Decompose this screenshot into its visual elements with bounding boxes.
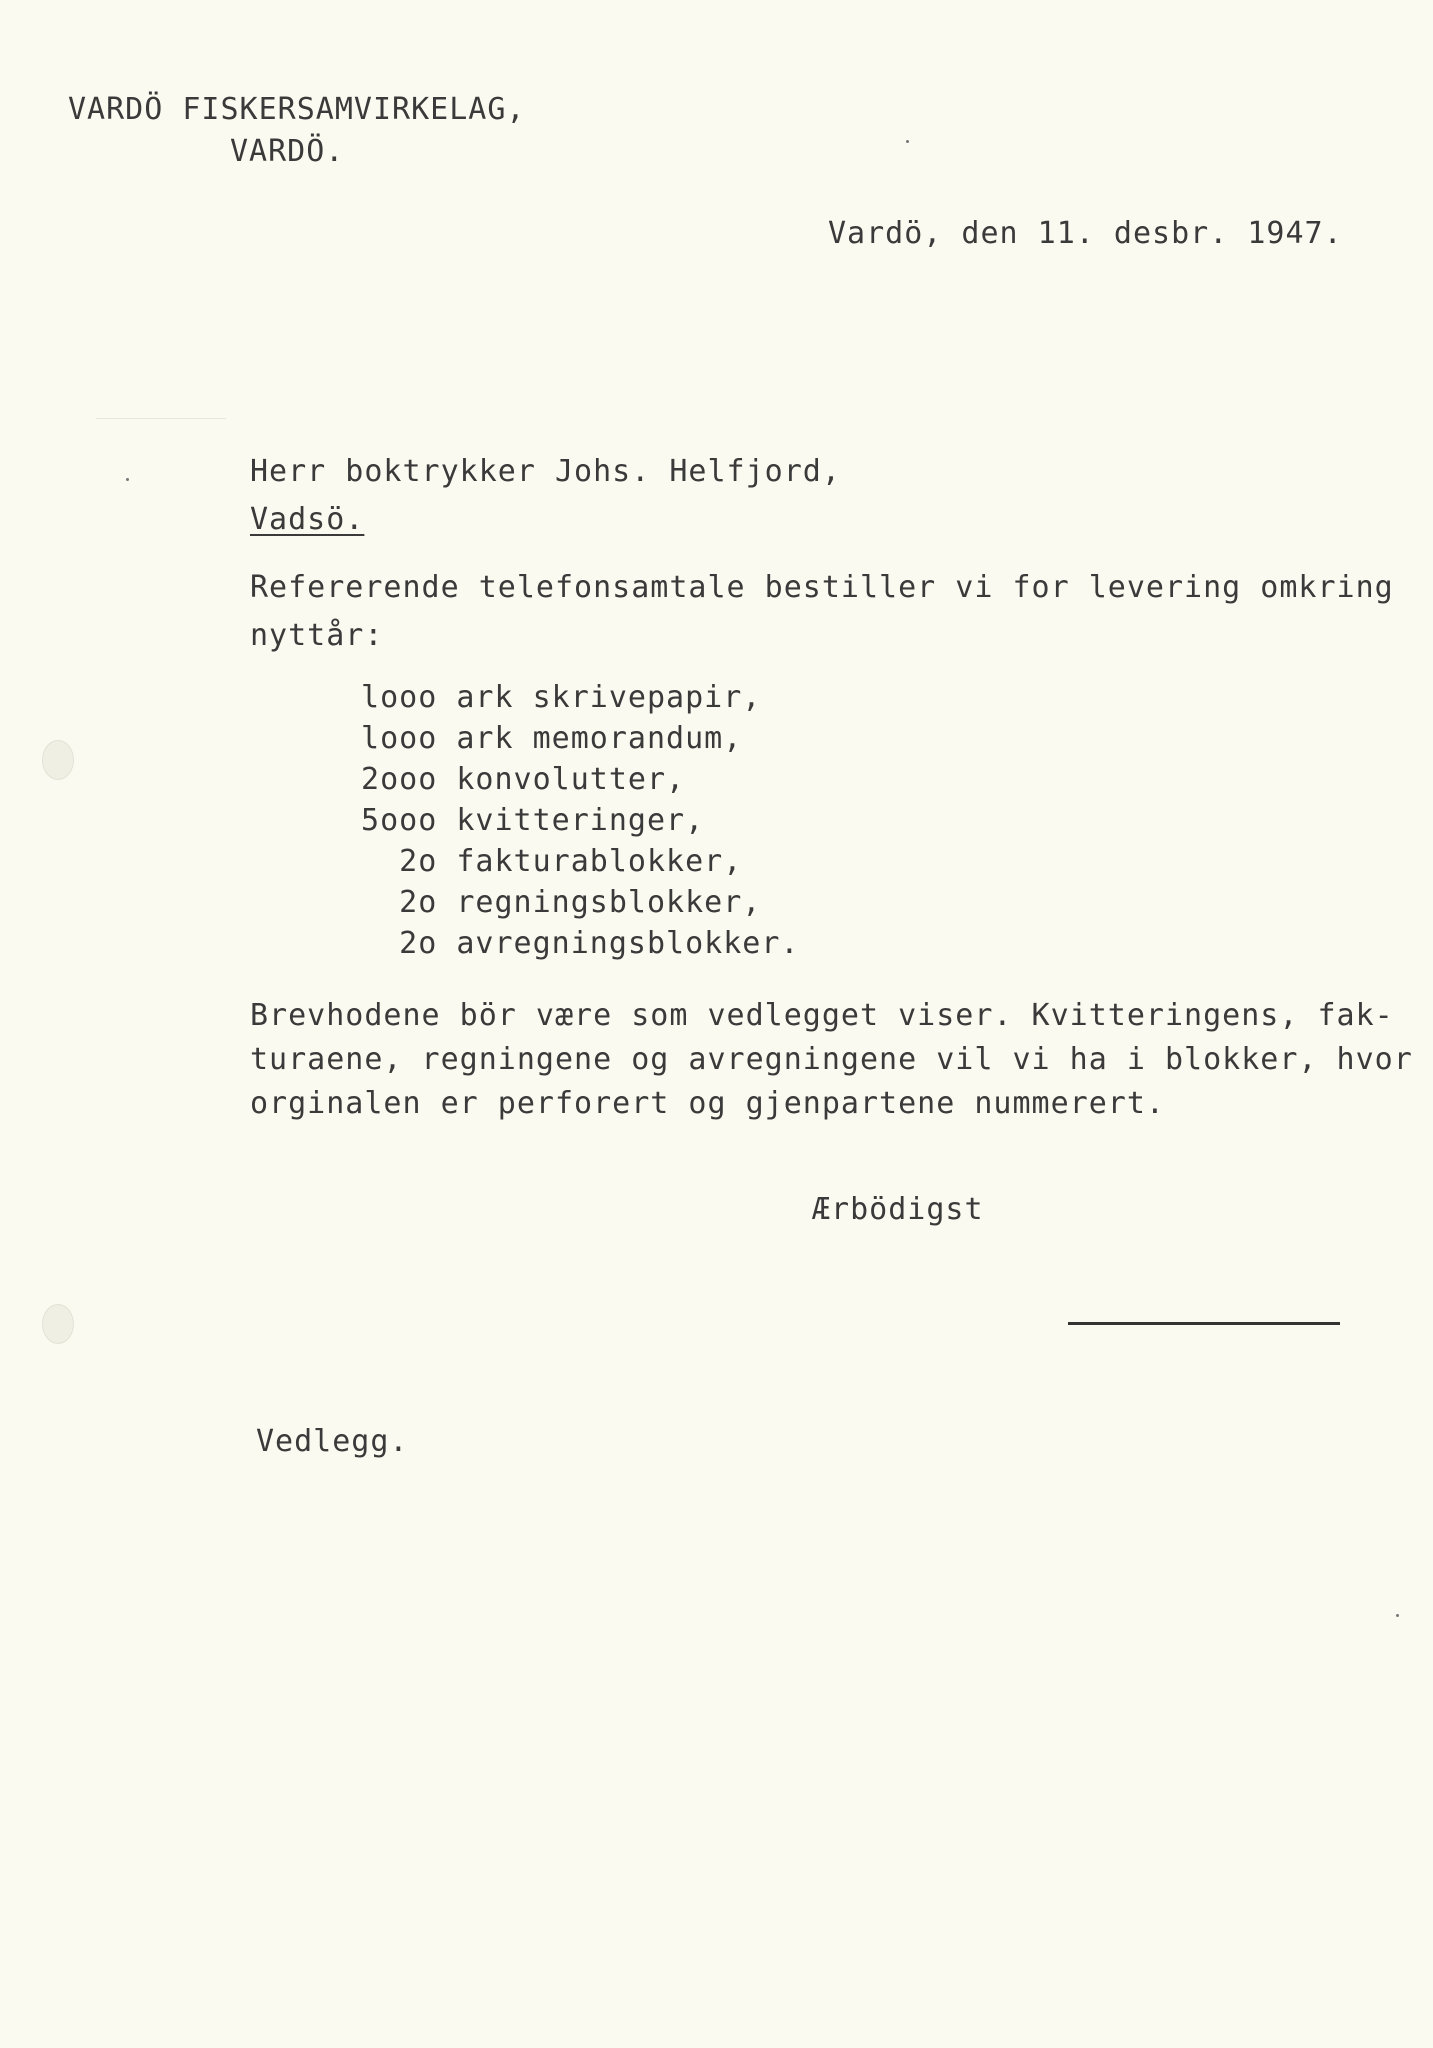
sender-place: VARDÖ. (230, 134, 345, 169)
body-line-2: turaene, regningene og avregningene vil vi ha i blokker, hvor (250, 1042, 1413, 1077)
punch-hole-top (42, 740, 74, 780)
sender-name: VARDÖ FISKERSAMVIRKELAG, (68, 92, 526, 127)
order-item: 5ooo kvitteringer, (342, 803, 705, 838)
order-item: looo ark skrivepapir, (342, 680, 762, 715)
signature-line (1068, 1322, 1340, 1325)
order-item: 2o avregningsblokker. (342, 926, 800, 961)
body-line-3: orginalen er perforert og gjenpartene nummerert. (250, 1086, 1165, 1121)
order-item: 2o fakturablokker, (342, 844, 743, 879)
body-line-1: Brevhodene bör være som vedlegget viser. Kvitteringens, fak- (250, 998, 1394, 1033)
punch-hole-bottom (42, 1304, 74, 1344)
order-item: 2o regningsblokker, (342, 885, 762, 920)
recipient-name: Herr boktrykker Johs. Helfjord, (250, 454, 841, 489)
faint-rule (96, 418, 226, 419)
order-item: 2ooo konvolutter, (342, 762, 686, 797)
recipient-place: Vadsö. (250, 502, 365, 537)
date-line: Vardö, den 11. desbr. 1947. (828, 216, 1343, 251)
intro-line-2: nyttår: (250, 618, 384, 653)
closing: Ærbödigst (812, 1192, 984, 1227)
paper-speck (906, 140, 909, 143)
paper-speck (1396, 1614, 1399, 1617)
intro-line-1: Refererende telefonsamtale bestiller vi for levering omkring (250, 570, 1394, 605)
paper-speck (126, 478, 129, 481)
enclosure-note: Vedlegg. (256, 1424, 409, 1459)
order-item: looo ark memorandum, (342, 721, 743, 756)
